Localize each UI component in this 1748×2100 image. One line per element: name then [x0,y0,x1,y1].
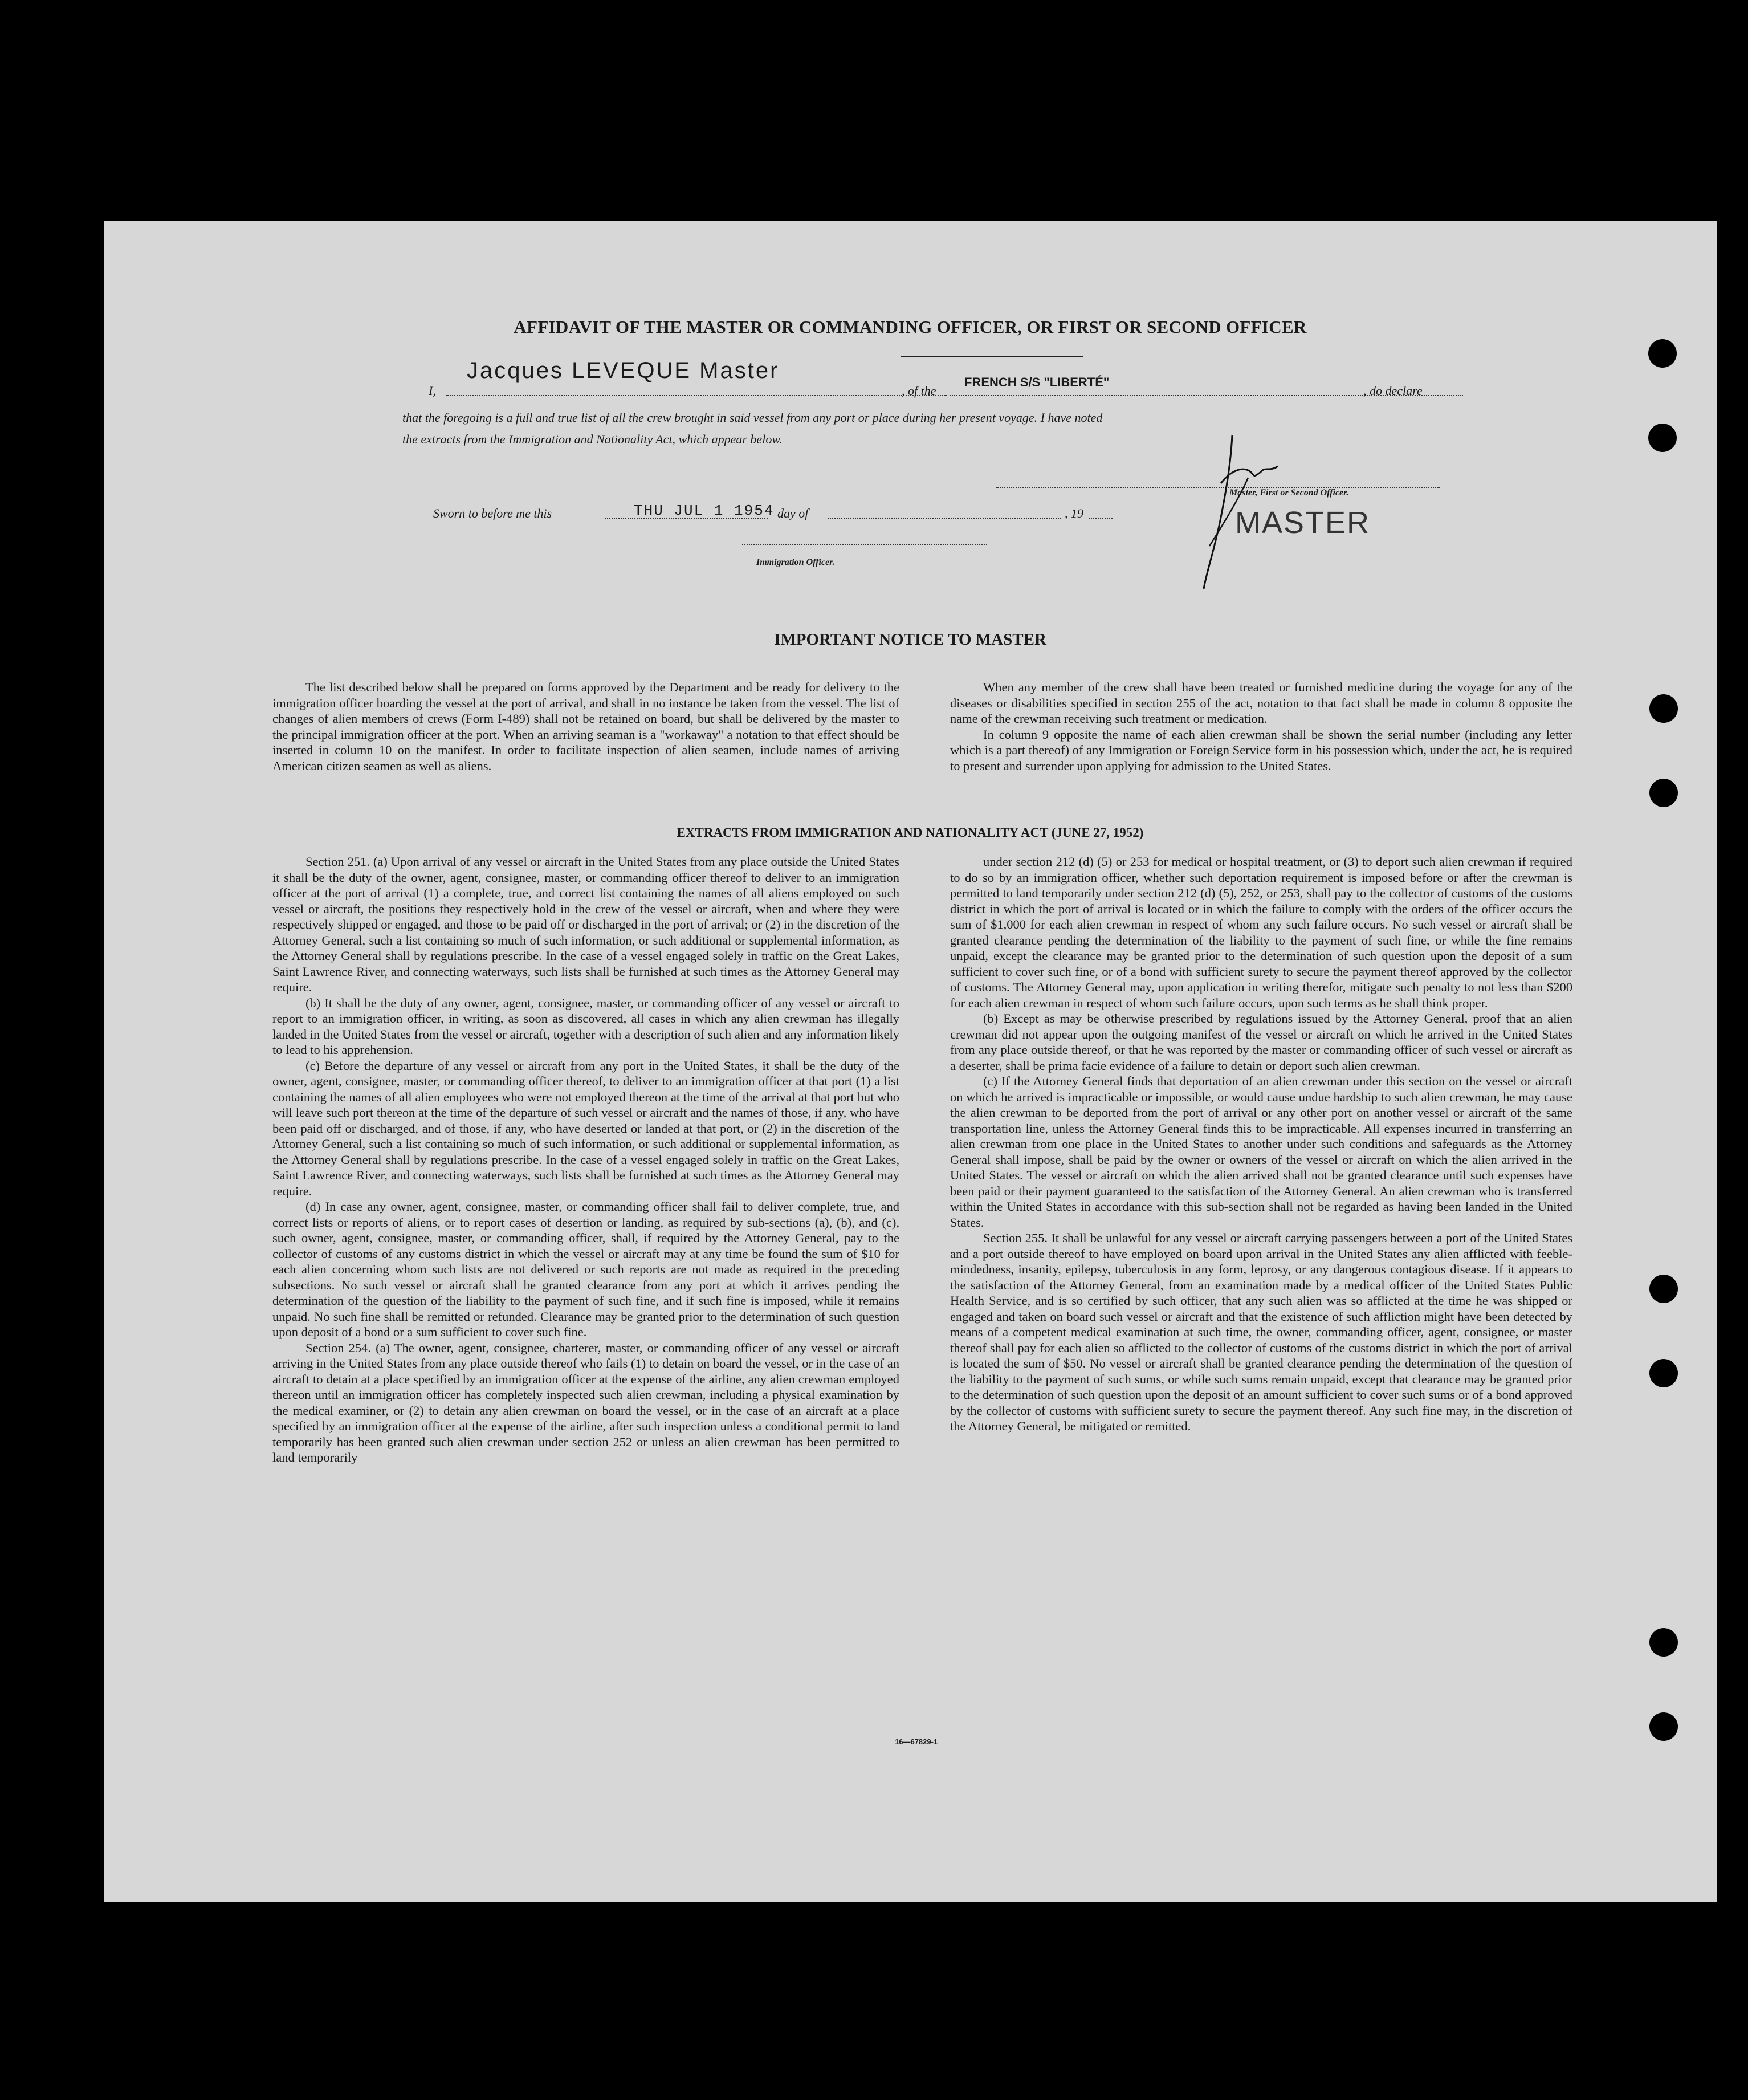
affidavit-text-line-3: the extracts from the Immigration and Nationality Act, which appear below. [402,432,783,446]
document-page [104,221,1717,1902]
year-line [1089,518,1113,519]
sworn-label: Sworn to before me this [433,506,552,520]
extract-paragraph: under section 212 (d) (5) or 253 for medical or hospital treatment, or (3) to deport such alien crewman if required to do so by an immigration officer, whether such deportation requirement is imposed before or after the crewman is permitted to land temporarily under section 212 (d) (5), 252, or 253, shall pay to the collector of customs of the customs district in which the port of arrival is located or in which the failure to comply with the orders of the officer occurs the sum of $1,000 for each alien crewman in respect of whom any such failure occurs. No such vessel or aircraft shall be granted clearance pending the determination of the liability to the payment of such fine, or while the fine remains unpaid, except the clearance may be granted prior to the determination of such question upon the deposit of a sum sufficient to cover such fine, or of a bond with sufficient surety to secure the payment thereof approved by the collector of customs. The Attorney General may, upon application in writing therefor, mitigate such penalty to not less than $200 for each alien crewman in respect of whom such failure occurs, upon such terms as he shall think proper. [950,854,1572,1010]
binder-hole [1649,779,1678,807]
extracts-title: EXTRACTS FROM IMMIGRATION AND NATIONALITY ACT (JUNE 27, 1952) [677,825,1144,840]
notice-right-column [950,679,1572,774]
affidavit-text-line-2: that the foregoing is a full and true list of all the crew brought in said vessel from any port or place during her present voyage. I have noted [402,410,1103,425]
extract-paragraph: (c) Before the departure of any vessel or aircraft from any port in the United States, it shall be the duty of the owner, agent, consignee, master, or commanding officer thereof, to deliver to an immigration officer at that port (1) a list containing the names of all alien employees who were not employed thereon at the time of the arrival at that port but who will leave such port thereon at the time of the departure of such vessel or aircraft and the names of those, if any, who have been paid off or discharged, and of those, if any, who have deserted or landed at that port, or (2) in the discretion of the Attorney General, such a list containing so much of such information, or such additional or supplemental information, as the Attorney General shall by regulations prescribe. In the case of a vessel engaged solely in traffic on the Great Lakes, Saint Lawrence River, and connecting waterways, such lists shall be furnished at such times as the Attorney General may require. [272,1058,899,1198]
binder-hole [1648,339,1677,368]
form-number: 16—67829-1 [895,1737,938,1746]
day-of-label: day of [777,506,809,520]
binder-hole [1648,424,1677,452]
officer-label: Master, First or Second Officer. [1229,488,1349,498]
master-stamp: MASTER [1235,506,1371,540]
of-the-label: , of the [902,384,936,398]
month-line [828,518,1061,519]
notice-paragraph: When any member of the crew shall have been treated or furnished medicine during the voyage for any of the diseases or disabilities specified in section 255 of the act, notation to that fact shall be made in column 8 opposite the name of the crewman receiving such treatment or medication. [950,680,1572,726]
extract-paragraph: Section 255. It shall be unlawful for any vessel or aircraft carrying passengers between a port of the United States and a port outside thereof to have employed on board upon arrival in the United States any alien afflicted with feeble-mindedness, insanity, epilepsy, tuberculosis in any form, leprosy, or any dangerous contagious disease. If it appears to the satisfaction of the Attorney General, from an examination made by a medical officer of the United States Public Health Service, and is so certified by such officer, that any such alien was so afflicted at the time he was shipped or engaged and taken on board such vessel or aircraft and that the existence of such affliction might have been detected by means of a competent medical examination at such time, the owner, commanding officer, agent, consignee, or master thereof shall pay for each alien so afflicted to the collector of customs of the customs district in which the port of arrival is located the sum of $50. No vessel or aircraft shall be granted clearance pending the determination of the question of the liability to the payment of such sums, or while such sums remain unpaid, except that clearance may be granted prior to the determination of such question upon the deposit of an amount sufficient to cover such sums or of a bond approved by the collector of customs with sufficient surety to secure the payment thereof. Any such fine may, in the discretion of the Attorney General, be mitigated or remitted. [950,1231,1572,1433]
extract-paragraph: (c) If the Attorney General finds that deportation of an alien crewman under this section on the vessel or aircraft on which he arrived is impracticable or impossible, or would cause undue hardship to such alien crewman, he may cause the alien crewman to be deported from the port of arrival or any other port on another vessel or aircraft of the same transportation line, unless the Attorney General finds this to be impracticable. All expenses incurred in transferring an alien crewman from one place in the United States to another under such conditions and safeguards as the Attorney General shall impose, shall be paid by the owner or owners of the vessel or aircraft on which the alien arrived in the United States. The vessel or aircraft on which the alien arrived shall not be granted clearance until such expenses have been paid or their payment guaranteed to the satisfaction of the Attorney General. An alien crewman who is transferred within the United States in accordance with this sub-section shall not be regarded as having been landed in the United States. [950,1074,1572,1230]
sworn-date-stamp: THU JUL 1 1954 [634,502,775,519]
notice-title: IMPORTANT NOTICE TO MASTER [774,630,1046,649]
extract-paragraph: Section 254. (a) The owner, agent, consignee, charterer, master, or commanding officer of any vessel or aircraft arriving in the United States from any place outside thereof who fails (1) to detain on board the vessel, or in the case of an aircraft to detain at a place specified by an immigration officer at the expense of the airline, any alien crewman employed thereon until an immigration officer has completely inspected such alien crewman, including a physical examination by the medical examiner, or (2) to detain any alien crewman on board the vessel, or in the case of an aircraft at a place specified by an immigration officer at the expense of the airline, after such inspection unless a conditional permit to land temporarily has been granted such alien crewman under section 252 or unless an alien crewman has been permitted to land temporarily [272,1340,899,1464]
officer-signature-line [742,544,987,545]
extract-paragraph: (b) Except as may be otherwise prescribed by regulations issued by the Attorney General, proof that an alien crewman did not appear upon the outgoing manifest of the vessel or aircraft on which he arrived in the United States from any place outside thereof, or that he was reported by the master or commanding officer of such vessel or aircraft as a deserter, shall be prima facie evidence of a failure to detain or deport such alien crewman. [950,1011,1572,1073]
notice-left-column [272,679,899,774]
extracts-right-column [950,854,1572,1434]
extracts-left-column [272,854,899,1466]
notice-paragraph: In column 9 opposite the name of each alien crewman shall be shown the serial number (including any letter which is a part thereof) of any Immigration or Foreign Service form in his possession which, under the act, he is required to present and surrender upon applying for admission to the United States. [950,727,1572,773]
vessel-name: FRENCH S/S "LIBERTÉ" [964,375,1110,389]
extract-paragraph: (d) In case any owner, agent, consignee, master, or commanding officer shall fail to deliver complete, true, and correct lists or reports of aliens, or to report cases of desertion or landing, as required by sub-sections (a), (b), and (c), such owner, agent, consignee, master, or commanding officer, shall, if required by the Attorney General, pay to the collector of customs of any customs district in which the vessel or aircraft may at any time be found the sum of $10 for each alien concerning whom such lists are not delivered or such reports are not made as required in the preceding subsections. No such vessel or aircraft shall be granted clearance from any port at which it arrives pending the determination of the question of the liability to the payment of such fine, and if such fine is imposed, while it remains unpaid. No such fine shall be remitted or refunded. Clearance may be granted prior to the determination of such question upon deposit of a bond or a sum sufficient to cover such fine. [272,1199,899,1339]
immigration-officer-label: Immigration Officer. [756,557,835,567]
master-name: Jacques LEVEQUE Master [467,358,780,383]
binder-hole [1649,1359,1678,1387]
title-divider [901,356,1083,357]
extract-paragraph: Section 251. (a) Upon arrival of any vessel or aircraft in the United States from any place outside the United States it shall be the duty of the owner, agent, consignee, master, or commanding officer thereof to deliver to an immigration officer at the port of arrival (1) a complete, true, and correct list containing the names of all aliens employed on such vessel or aircraft, the positions they respectively hold in the crew of the vessel or aircraft, when and where they were respectively shipped or engaged, and those to be paid off or discharged in the port of arrival; or (2) in the discretion of the Attorney General, such a list containing so much of such information, or such additional or supplemental information, as the Attorney General shall by regulations prescribe. In the case of a vessel engaged solely in traffic on the Great Lakes, Saint Lawrence River, and connecting waterways, such lists shall be furnished at such times as the Attorney General may require. [272,854,899,994]
affidavit-title: AFFIDAVIT OF THE MASTER OR COMMANDING OFFICER, OR FIRST OR SECOND OFFICER [514,317,1307,337]
i-label: I, [429,384,436,398]
binder-hole [1649,1628,1678,1657]
binder-hole [1649,1275,1678,1303]
do-declare-label: , do declare [1363,384,1423,398]
year-label: , 19 [1065,506,1083,520]
binder-hole [1649,694,1678,723]
notice-paragraph: The list described below shall be prepared on forms approved by the Department and be ready for delivery to the immigration officer boarding the vessel at the port of arrival, and shall in no instance be taken from the vessel. The list of changes of alien members of crews (Form I-489) shall not be retained on board, but shall be delivered by the master to the principal immigration officer at the port. When an arriving seaman is a "workaway" a notation to that effect should be inserted in column 10 on the manifest. In order to facilitate inspection of alien seamen, include names of arriving American citizen seamen as well as aliens. [272,680,899,773]
binder-hole [1649,1712,1678,1741]
name-field-line [446,395,947,396]
extract-paragraph: (b) It shall be the duty of any owner, agent, consignee, master, or commanding officer of any vessel or aircraft to report to an immigration officer, in writing, as soon as discovered, all cases in which any alien crewman has illegally landed in the United States from the vessel or aircraft, together with a description of such alien and any information likely to lead to his apprehension. [272,995,899,1057]
